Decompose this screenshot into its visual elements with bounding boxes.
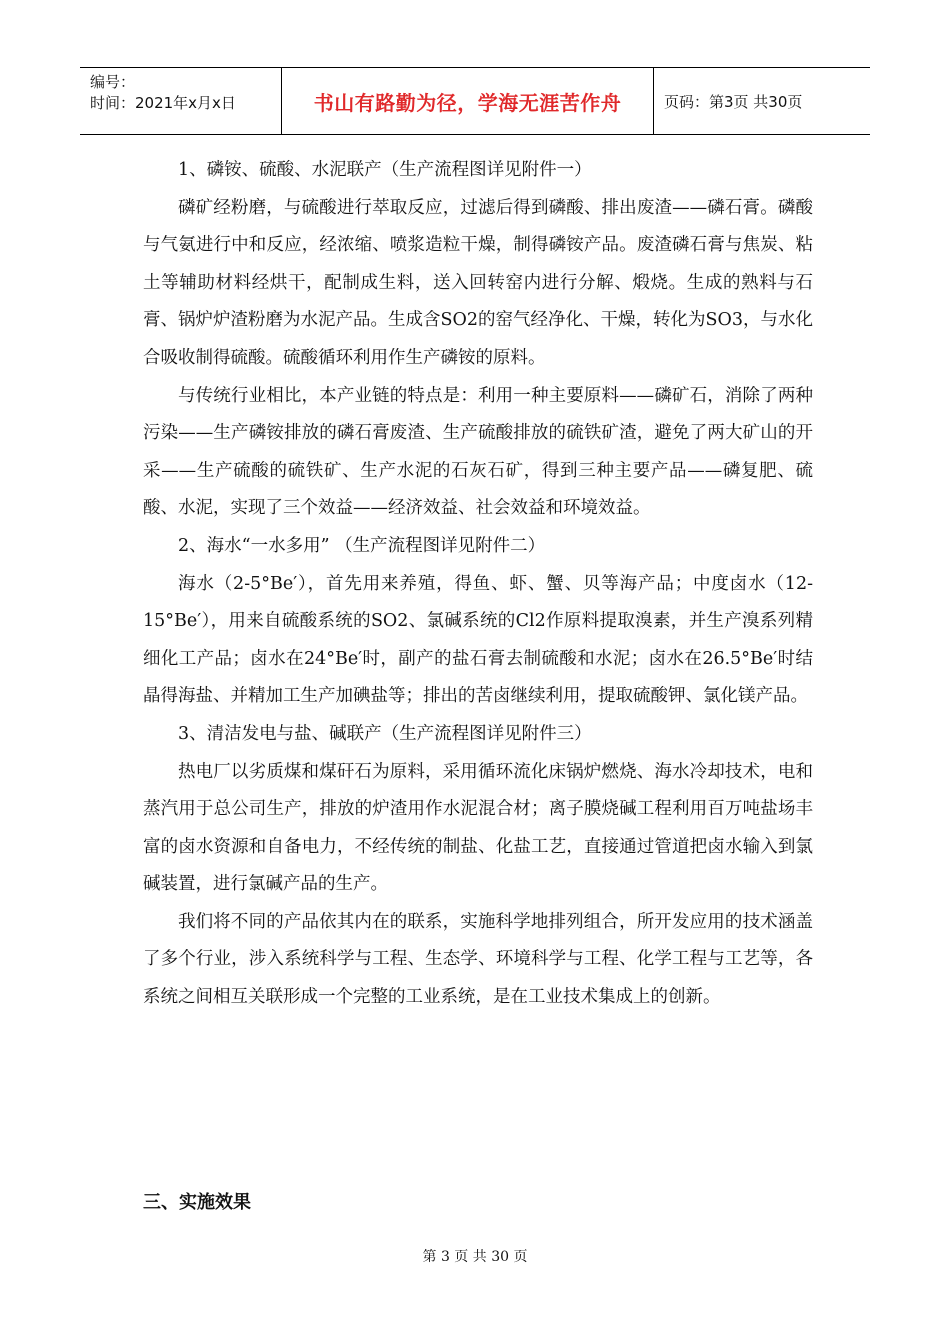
document-body: [143, 152, 813, 1017]
number-label: 编号：: [90, 73, 136, 91]
paragraph: 与传统行业相比，本产业链的特点是：利用一种主要原料——磷矿石，消除了两种污染——生产磷铵排放的磷石膏废渣、生产硫酸排放的硫铁矿渣，避免了两大矿山的开采——生产硫酸的硫铁矿、生产水泥的石灰石矿，得到三种主要产品——磷复肥、硫酸、水泥，实现了三个效益——经济效益、社会效益和环境效益。: [143, 385, 813, 519]
header-motto: 书山有路勤为径，学海无涯苦作舟: [282, 68, 654, 134]
section-heading: 三、实施效果: [143, 1192, 251, 1213]
time-label: 时间：2021年x月x日: [90, 94, 236, 112]
page-footer: 第 3 页 共 30 页: [422, 1249, 528, 1265]
paragraph: 我们将不同的产品依其内在的联系，实施科学地排列组合，所开发应用的技术涵盖了多个行业，涉入系统科学与工程、生态学、环境科学与工程、化学工程与工艺等，各系统之间相互关联形成一个完整的工业系统，是在工业技术集成上的创新。: [143, 911, 813, 1008]
paragraph-heading-2: 2、海水“一水多用” （生产流程图详见附件二）: [178, 535, 546, 556]
paragraph: 海水（2-5°Be′），首先用来养殖，得鱼、虾、蟹、贝等海产品；中度卤水（12-15°Be′），用来自硫酸系统的SO2、氯碱系统的Cl2作原料提取溴素，并生产溴系列精细化工产品；卤水在24°Be′时，副产的盐石膏去制硫酸和水泥；卤水在26.5°Be′时结晶得海盐、并精加工生产加碘盐等；排出的苦卤继续利用，提取硫酸钾、氯化镁产品。: [143, 573, 813, 707]
paragraph-heading-3: 3、清洁发电与盐、碱联产（生产流程图详见附件三）: [178, 723, 592, 744]
paragraph: 磷矿经粉磨，与硫酸进行萃取反应，过滤后得到磷酸、排出废渣——磷石膏。磷酸与气氨进行中和反应，经浓缩、喷浆造粒干燥，制得磷铵产品。废渣磷石膏与焦炭、粘土等辅助材料经烘干，配制成生料，送入回转窑内进行分解、煅烧。生成的熟料与石膏、锅炉炉渣粉磨为水泥产品。生成含SO2的窑气经净化、干燥，转化为SO3，与水化合吸收制得硫酸。硫酸循环利用作生产磷铵的原料。: [143, 197, 813, 368]
paragraph-heading-1: 1、磷铵、硫酸、水泥联产（生产流程图详见附件一）: [178, 160, 592, 180]
header-table: [80, 67, 870, 135]
paragraph: 热电厂以劣质煤和煤矸石为原料，采用循环流化床锅炉燃烧、海水冷却技术，电和蒸汽用于总公司生产，排放的炉渣用作水泥混合材；离子膜烧碱工程利用百万吨盐场丰富的卤水资源和自备电力，不经传统的制盐、化盐工艺，直接通过管道把卤水输入到氯碱装置，进行氯碱产品的生产。: [143, 761, 813, 895]
header-page-info: 页码：第3页 共30页: [664, 92, 803, 111]
header-meta-cell: [80, 68, 282, 134]
